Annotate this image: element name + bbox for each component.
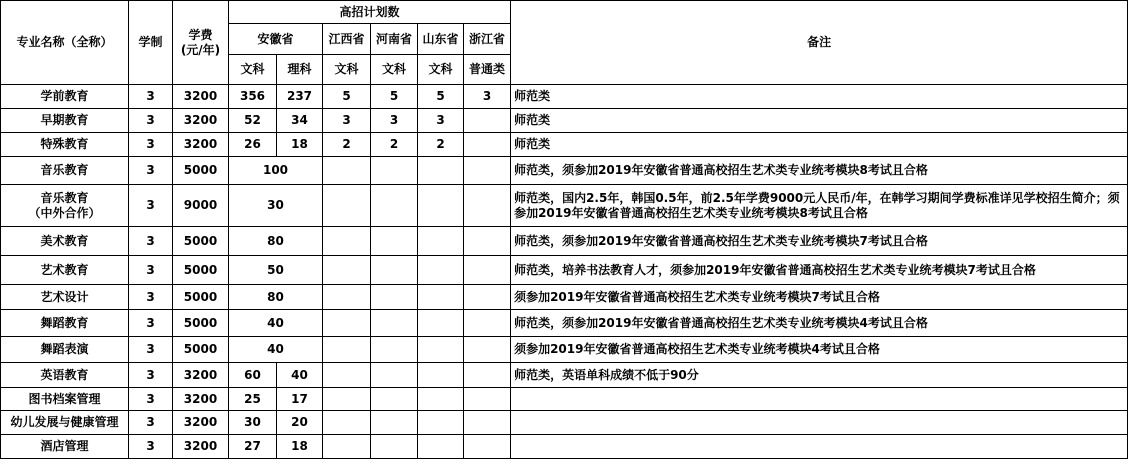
major-name: 图书档案管理 <box>1 388 129 411</box>
anhui-wen: 52 <box>229 109 277 133</box>
table-row <box>1 185 1128 227</box>
fee: 3200 <box>173 133 229 157</box>
jiangxi <box>323 285 371 310</box>
jiangxi <box>323 411 371 435</box>
remark: 须参加2019年安徽省普通高校招生艺术类专业统考模块4考试且合格 <box>511 337 1128 363</box>
shandong <box>418 411 464 435</box>
major-name: 酒店管理 <box>1 435 129 459</box>
henan <box>371 388 418 411</box>
fee: 5000 <box>173 337 229 363</box>
henan <box>371 337 418 363</box>
fee: 3200 <box>173 109 229 133</box>
remark: 师范类，须参加2019年安徽省普通高校招生艺术类专业统考模块4考试且合格 <box>511 310 1128 337</box>
jiangxi <box>323 310 371 337</box>
years: 3 <box>129 310 173 337</box>
anhui-wen: 25 <box>229 388 277 411</box>
major-name: 艺术教育 <box>1 256 129 285</box>
years: 3 <box>129 157 173 185</box>
years: 3 <box>129 133 173 157</box>
zhejiang <box>464 133 511 157</box>
henan: 2 <box>371 133 418 157</box>
table-row <box>1 227 1128 256</box>
shandong <box>418 337 464 363</box>
jiangxi <box>323 435 371 459</box>
anhui-wen: 30 <box>229 411 277 435</box>
anhui-total: 100 <box>229 157 323 185</box>
province-shandong: 山东省 <box>418 24 464 55</box>
shandong <box>418 435 464 459</box>
table-row <box>1 157 1128 185</box>
zhejiang <box>464 310 511 337</box>
remark: 师范类 <box>511 109 1128 133</box>
anhui-li: 237 <box>277 85 323 109</box>
zhejiang <box>464 388 511 411</box>
header-major: 专业名称（全称） <box>1 1 129 85</box>
subject-anhui-li: 理科 <box>277 55 323 85</box>
table-row <box>1 285 1128 310</box>
years: 3 <box>129 435 173 459</box>
anhui-li: 20 <box>277 411 323 435</box>
subject-anhui-wen: 文科 <box>229 55 277 85</box>
province-henan: 河南省 <box>371 24 418 55</box>
major-name: 舞蹈教育 <box>1 310 129 337</box>
henan: 3 <box>371 109 418 133</box>
fee: 3200 <box>173 435 229 459</box>
anhui-li: 18 <box>277 435 323 459</box>
fee: 5000 <box>173 256 229 285</box>
major-name <box>1 185 129 227</box>
header-fee <box>173 1 229 85</box>
zhejiang <box>464 285 511 310</box>
jiangxi: 5 <box>323 85 371 109</box>
zhejiang <box>464 227 511 256</box>
years: 3 <box>129 109 173 133</box>
province-anhui: 安徽省 <box>229 24 323 55</box>
henan <box>371 285 418 310</box>
remark: 须参加2019年安徽省普通高校招生艺术类专业统考模块7考试且合格 <box>511 285 1128 310</box>
henan <box>371 310 418 337</box>
shandong <box>418 388 464 411</box>
header-remark: 备注 <box>511 1 1128 85</box>
remark: 师范类，须参加2019年安徽省普通高校招生艺术类专业统考模块7考试且合格 <box>511 227 1128 256</box>
zhejiang <box>464 109 511 133</box>
henan <box>371 411 418 435</box>
anhui-total: 40 <box>229 337 323 363</box>
jiangxi <box>323 363 371 388</box>
header-plan: 高招计划数 <box>229 1 511 24</box>
jiangxi <box>323 337 371 363</box>
anhui-total: 80 <box>229 227 323 256</box>
henan <box>371 185 418 227</box>
subject-shandong-wen: 文科 <box>418 55 464 85</box>
anhui-total: 40 <box>229 310 323 337</box>
anhui-wen: 26 <box>229 133 277 157</box>
henan <box>371 435 418 459</box>
major-name: 音乐教育 <box>1 157 129 185</box>
remark: 师范类 <box>511 133 1128 157</box>
province-zhejiang: 浙江省 <box>464 24 511 55</box>
subject-henan-wen: 文科 <box>371 55 418 85</box>
jiangxi <box>323 256 371 285</box>
henan <box>371 256 418 285</box>
table-row <box>1 256 1128 285</box>
fee: 3200 <box>173 388 229 411</box>
henan <box>371 363 418 388</box>
zhejiang <box>464 157 511 185</box>
years: 3 <box>129 227 173 256</box>
anhui-wen: 27 <box>229 435 277 459</box>
anhui-wen: 60 <box>229 363 277 388</box>
header-years: 学制 <box>129 1 173 85</box>
fee: 5000 <box>173 157 229 185</box>
years: 3 <box>129 337 173 363</box>
zhejiang <box>464 435 511 459</box>
shandong <box>418 256 464 285</box>
major-name: 艺术设计 <box>1 285 129 310</box>
anhui-li: 40 <box>277 363 323 388</box>
major-name: 幼儿发展与健康管理 <box>1 411 129 435</box>
table-row <box>1 337 1128 363</box>
jiangxi <box>323 227 371 256</box>
henan: 5 <box>371 85 418 109</box>
years: 3 <box>129 285 173 310</box>
major-name: 特殊教育 <box>1 133 129 157</box>
fee: 3200 <box>173 411 229 435</box>
table-row <box>1 411 1128 435</box>
major-name: 英语教育 <box>1 363 129 388</box>
jiangxi <box>323 157 371 185</box>
remark: 师范类 <box>511 85 1128 109</box>
anhui-total: 50 <box>229 256 323 285</box>
subject-zhejiang-general: 普通类 <box>464 55 511 85</box>
major-name: 舞蹈表演 <box>1 337 129 363</box>
anhui-li: 17 <box>277 388 323 411</box>
zhejiang <box>464 185 511 227</box>
table-row <box>1 133 1128 157</box>
header-fee-unit: (元/年) <box>180 42 221 57</box>
shandong: 5 <box>418 85 464 109</box>
years: 3 <box>129 388 173 411</box>
remark <box>511 411 1128 435</box>
anhui-total: 30 <box>229 185 323 227</box>
henan <box>371 227 418 256</box>
years: 3 <box>129 363 173 388</box>
shandong <box>418 285 464 310</box>
shandong <box>418 157 464 185</box>
shandong: 2 <box>418 133 464 157</box>
years: 3 <box>129 411 173 435</box>
remark: 师范类，国内2.5年，韩国0.5年，前2.5年学费9000元人民币/年，在韩学习期间学费标准详见学校招生简介；须参加2019年安徽省普通高校招生艺术类专业统考模块8考试且合格 <box>511 185 1128 227</box>
fee: 3200 <box>173 363 229 388</box>
jiangxi: 2 <box>323 133 371 157</box>
table-row <box>1 85 1128 109</box>
zhejiang: 3 <box>464 85 511 109</box>
jiangxi <box>323 185 371 227</box>
anhui-li: 18 <box>277 133 323 157</box>
jiangxi: 3 <box>323 109 371 133</box>
years: 3 <box>129 256 173 285</box>
years: 3 <box>129 185 173 227</box>
zhejiang <box>464 337 511 363</box>
major-name-line1: 音乐教育 <box>40 190 89 205</box>
shandong <box>418 227 464 256</box>
table-row <box>1 363 1128 388</box>
shandong <box>418 310 464 337</box>
fee: 5000 <box>173 310 229 337</box>
zhejiang <box>464 363 511 388</box>
shandong: 3 <box>418 109 464 133</box>
subject-jiangxi-wen: 文科 <box>323 55 371 85</box>
remark <box>511 388 1128 411</box>
fee: 5000 <box>173 227 229 256</box>
remark: 师范类，须参加2019年安徽省普通高校招生艺术类专业统考模块8考试且合格 <box>511 157 1128 185</box>
province-jiangxi: 江西省 <box>323 24 371 55</box>
table-row <box>1 435 1128 459</box>
fee: 5000 <box>173 285 229 310</box>
jiangxi <box>323 388 371 411</box>
header-fee-label: 学费 <box>188 27 213 42</box>
major-name: 早期教育 <box>1 109 129 133</box>
anhui-total: 80 <box>229 285 323 310</box>
shandong <box>418 185 464 227</box>
fee: 9000 <box>173 185 229 227</box>
zhejiang <box>464 256 511 285</box>
zhejiang <box>464 411 511 435</box>
major-name: 学前教育 <box>1 85 129 109</box>
fee: 3200 <box>173 85 229 109</box>
remark <box>511 435 1128 459</box>
table-row <box>1 109 1128 133</box>
major-name: 美术教育 <box>1 227 129 256</box>
years: 3 <box>129 85 173 109</box>
major-name-line2: （中外合作） <box>28 205 101 220</box>
anhui-wen: 356 <box>229 85 277 109</box>
shandong <box>418 363 464 388</box>
table-row <box>1 388 1128 411</box>
remark: 师范类，英语单科成绩不低于90分 <box>511 363 1128 388</box>
henan <box>371 157 418 185</box>
remark: 师范类，培养书法教育人才，须参加2019年安徽省普通高校招生艺术类专业统考模块7考试且合格 <box>511 256 1128 285</box>
anhui-li: 34 <box>277 109 323 133</box>
table-row <box>1 310 1128 337</box>
